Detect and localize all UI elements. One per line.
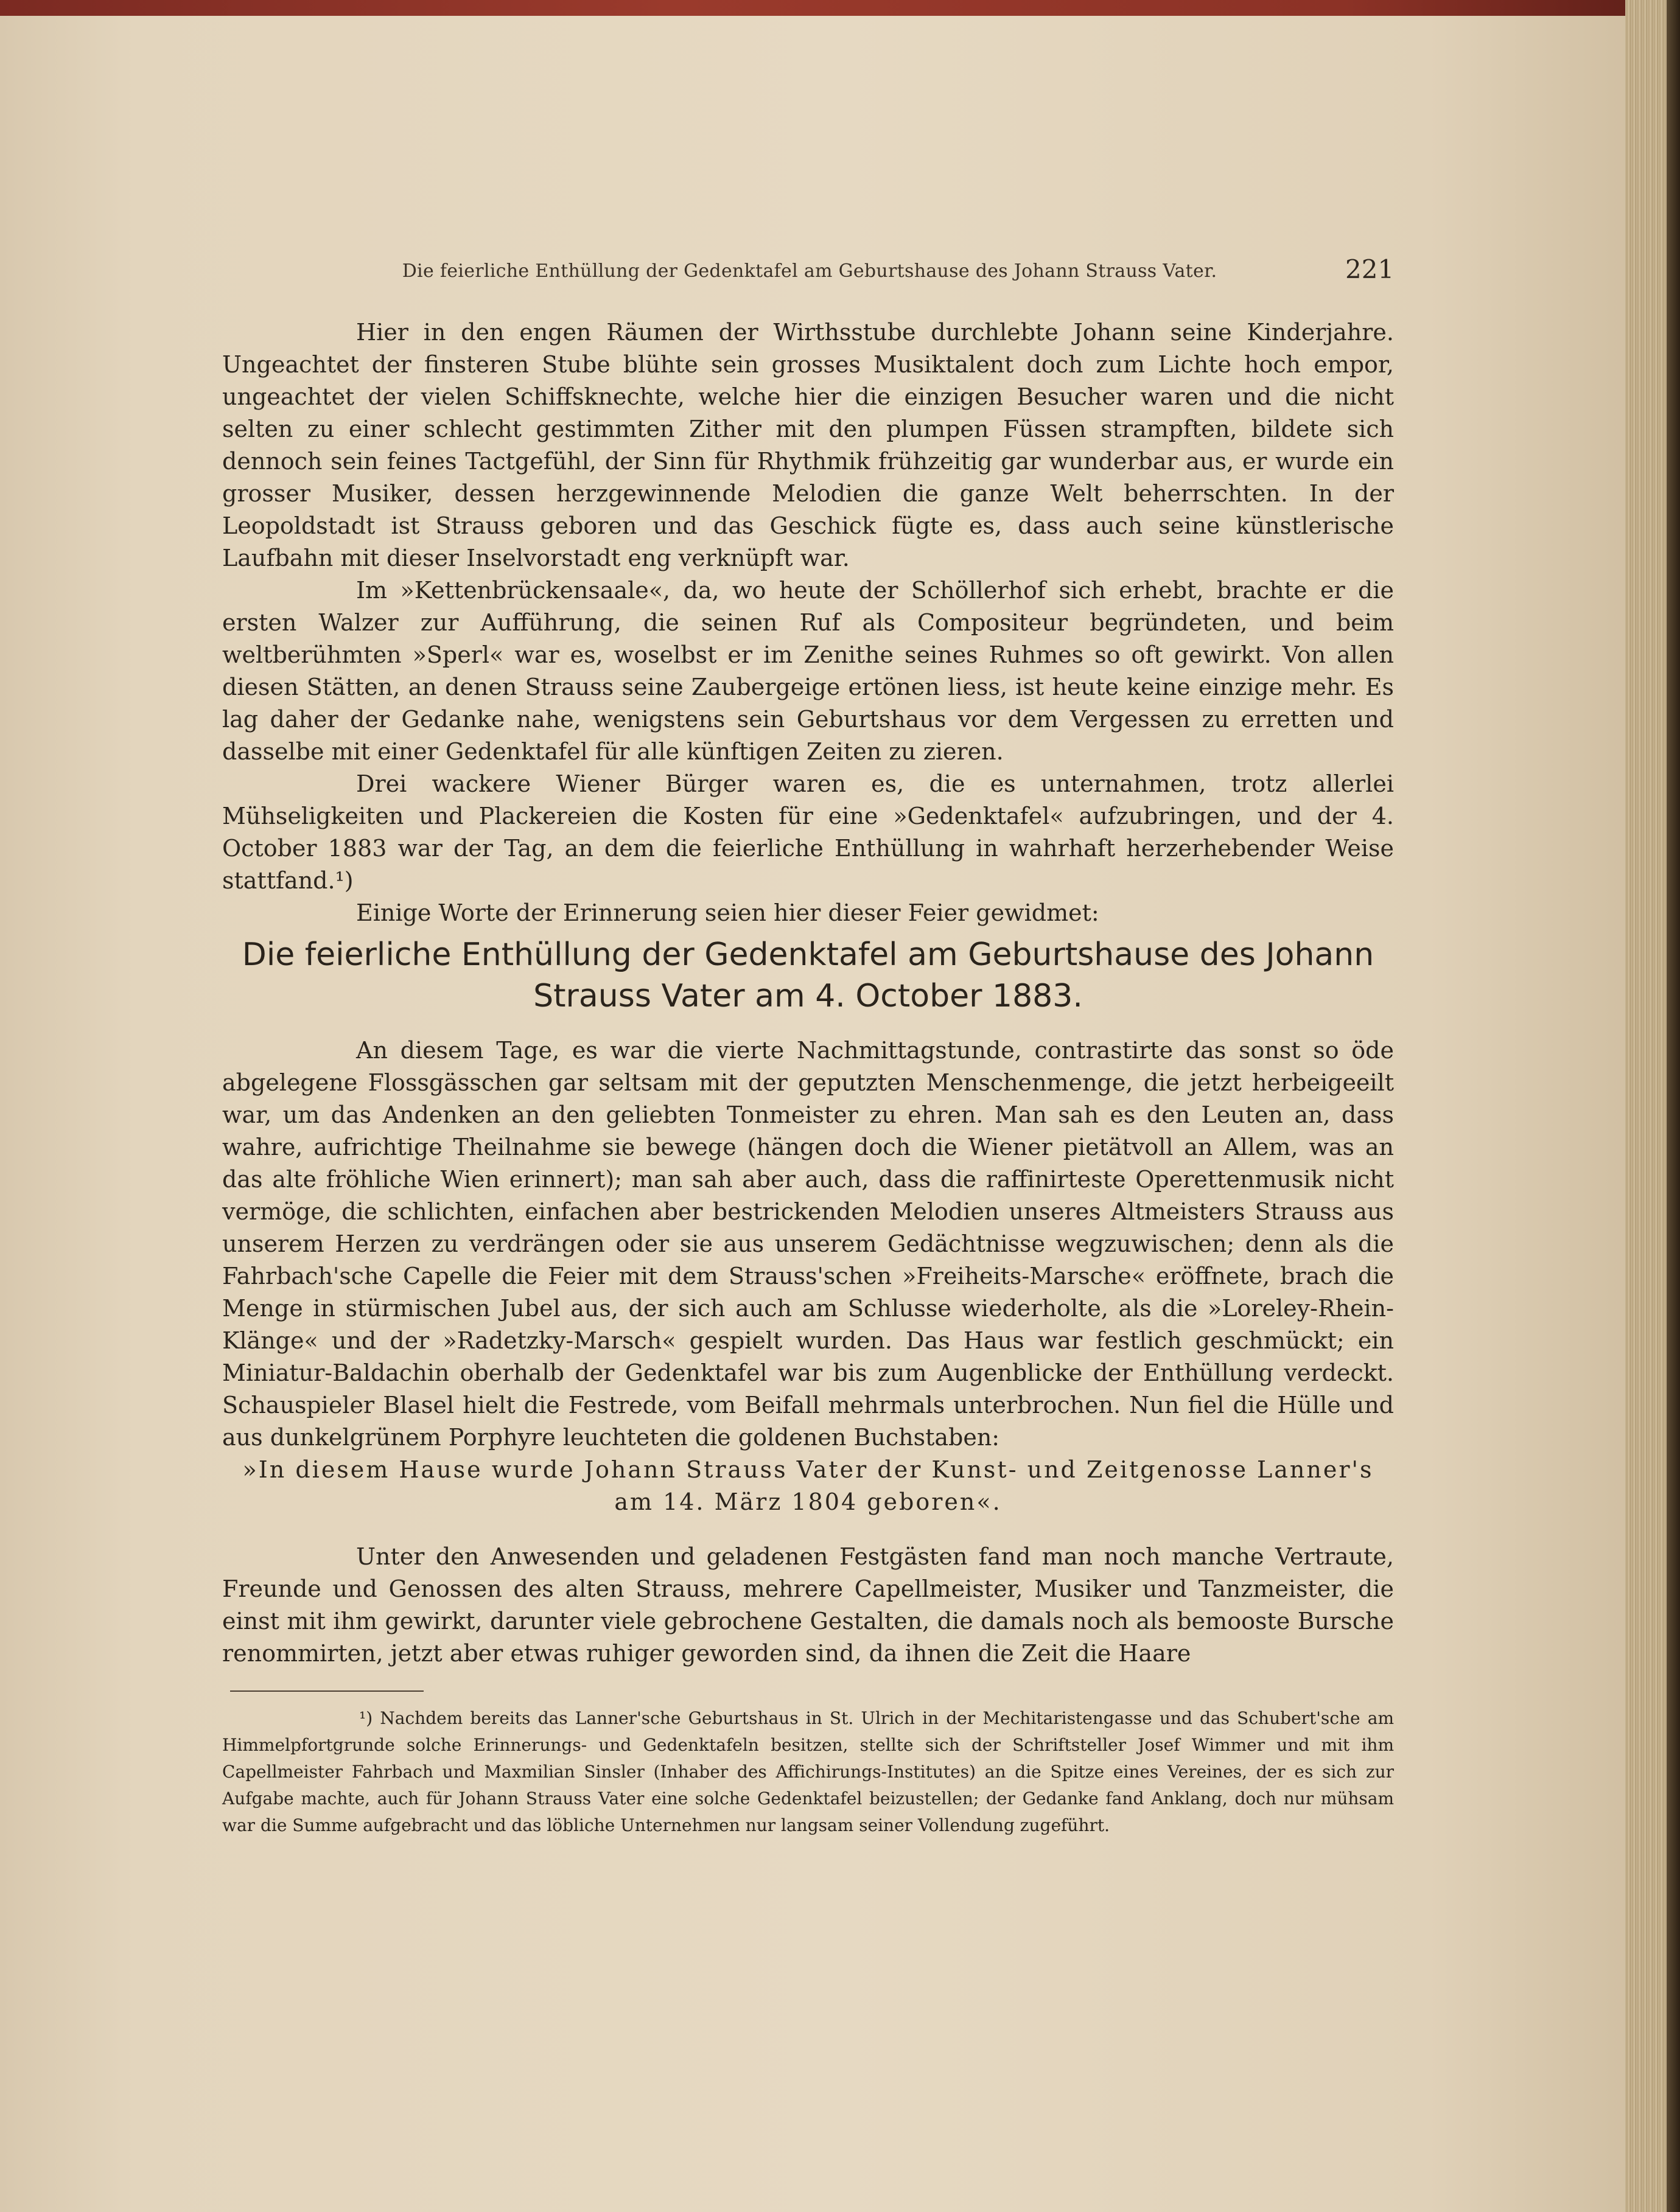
inscription-line-1: »In diesem Hause wurde Johann Strauss Vater der Kunst- und Zeitgenosse Lanner's <box>242 1456 1374 1483</box>
footnote-text: ¹) Nachdem bereits das Lanner'sche Geburtshaus in St. Ulrich in der Mechitaristengasse und das Schubert'sche am Himmelpfortgrunde solche Erinnerungs- und Gedenktafeln besitzen, stellte sich der Schriftsteller Josef Wimmer und mit ihm Capellmeister Fahrbach und Maxmilian Sinsler (Inhaber des Affichirungs-Institutes) an die Spitze eines Vereines, der es sich zur Aufgabe machte, auch für Johann Strauss Vater eine solche Gedenktafel beizustellen; der Gedanke fand Anklang, doch nur mühsam war die Summe aufgebracht und das löbliche Unternehmen nur langsam seiner Vollendung zugeführt. <box>222 1708 1394 1835</box>
section-heading-line-1: Die feierliche Enthüllung der Gedenktafel am Geburtshause des Johann <box>242 937 1374 973</box>
paragraph-wiener-buerger: Drei wackere Wiener Bürger waren es, die es unternahmen, trotz allerlei Mühseligkeiten und Plackereien die Kosten für eine »Gedenktafel« aufzubringen, und der 4. October 1883 war der Tag, an dem die feierliche Enthüllung in wahrhaft herzerhebender Weise stattfand.¹) <box>222 770 1394 894</box>
paragraph-ceremony: An diesem Tage, es war die vierte Nachmittagstunde, contrastirte das sonst so öde abgelegene Flossgässchen gar seltsam mit der geputzten Menschenmenge, die jetzt herbeigeeilt war, um das Andenken an den geliebten Tonmeister zu ehren. Man sah es den Leuten an, dass wahre, aufrichtige Theilnahme sie bewege (hängen doch die Wiener pietätvoll an Allem, was an das alte fröhliche Wien erinnert); man sah aber auch, dass die raffinirteste Operettenmusik nicht vermöge, die schlichten, einfachen aber bestrickenden Melodien unseres Altmeisters Strauss aus unserem Herzen zu verdrängen oder sie aus unserem Gedächtnisse wegzuwischen; denn als die Fahrbach'sche Capelle die Feier mit dem Strauss'schen »Freiheits-Marsche« eröffnete, brach die Menge in stürmischen Jubel aus, der sich auch am Schlusse wiederholte, als die »Loreley-Rhein-Klänge« und der »Radetzky-Marsch« gespielt wurden. Das Haus war festlich geschmückt; ein Miniatur-Baldachin oberhalb der Gedenktafel war bis zum Augenblicke der Enthüllung verdeckt. Schauspieler Blasel hielt die Festrede, vom Beifall mehrmals unterbrochen. Nun fiel die Hülle und aus dunkelgrünem Porphyre leuchteten die goldenen Buchstaben: <box>222 1037 1394 1451</box>
footnote-rule <box>230 1690 424 1692</box>
guests-section <box>222 1541 1394 1670</box>
page-number: 221 <box>1345 254 1395 284</box>
section-heading-line-2: Strauss Vater am 4. October 1883. <box>533 978 1083 1014</box>
book-cover-edge <box>1667 0 1680 2212</box>
paragraph-kinderjahre: Hier in den engen Räumen der Wirthsstube durchlebte Johann seine Kinderjahre. Ungeachtet der finsteren Stube blühte sein grosses Musiktalent doch zum Lichte hoch empor, ungeachtet der vielen Schiffsknechte, welche hier die einzigen Besucher waren und die nicht selten zu einer schlecht gestimmten Zither mit den plumpen Füssen strampften, bildete sich dennoch sein feines Tactgefühl, der Sinn für Rhythmik frühzeitig gar wunderbar aus, er wurde ein grosser Musiker, dessen herzgewinnende Melodien die ganze Welt beherrschten. In der Leopoldstadt ist Strauss geboren und das Geschick fügte es, dass auch seine künstlerische Laufbahn mit dieser Inselvorstadt eng verknüpft war. <box>222 319 1394 571</box>
running-head: Die feierliche Enthüllung der Gedenktafel am Geburtshause des Johann Strauss Vater. <box>402 260 1217 282</box>
ceremony-section <box>222 1034 1394 1518</box>
paragraph-kettenbrueckensaal: Im »Kettenbrückensaale«, da, wo heute der Schöllerhof sich erhebt, brachte er die ersten Walzer zur Aufführung, die seinen Ruf als Compositeur begründeten, und beim weltberühmten »Sperl« war es, woselbst er im Zenithe seines Ruhmes so oft gewirkt. Von allen diesen Stätten, an denen Strauss seine Zaubergeige ertönen liess, ist heute keine einzige mehr. Es lag daher der Gedanke nahe, wenigstens sein Geburtshaus vor dem Vergessen zu erretten und dasselbe mit einer Gedenktafel für alle künftigen Zeiten zu zieren. <box>222 577 1394 765</box>
paragraph-guests: Unter den Anwesenden und geladenen Festgästen fand man noch manche Vertraute, Freunde und Genossen des alten Strauss, mehrere Capellmeister, Musiker und Tanzmeister, die einst mit ihm gewirkt, darunter viele gebrochene Gestalten, die damals noch als bemooste Bursche renommirten, jetzt aber etwas ruhiger geworden sind, da ihnen die Zeit die Haare <box>222 1543 1394 1667</box>
inscription-line-2: am 14. März 1804 geboren«. <box>614 1488 1002 1515</box>
page-top-binding <box>0 0 1680 16</box>
paragraph-einige-worte: Einige Worte der Erinnerung seien hier dieser Feier gewidmet: <box>356 899 1099 926</box>
section-heading <box>207 934 1409 1017</box>
intro-section <box>222 316 1394 929</box>
footnote <box>222 1705 1394 1839</box>
